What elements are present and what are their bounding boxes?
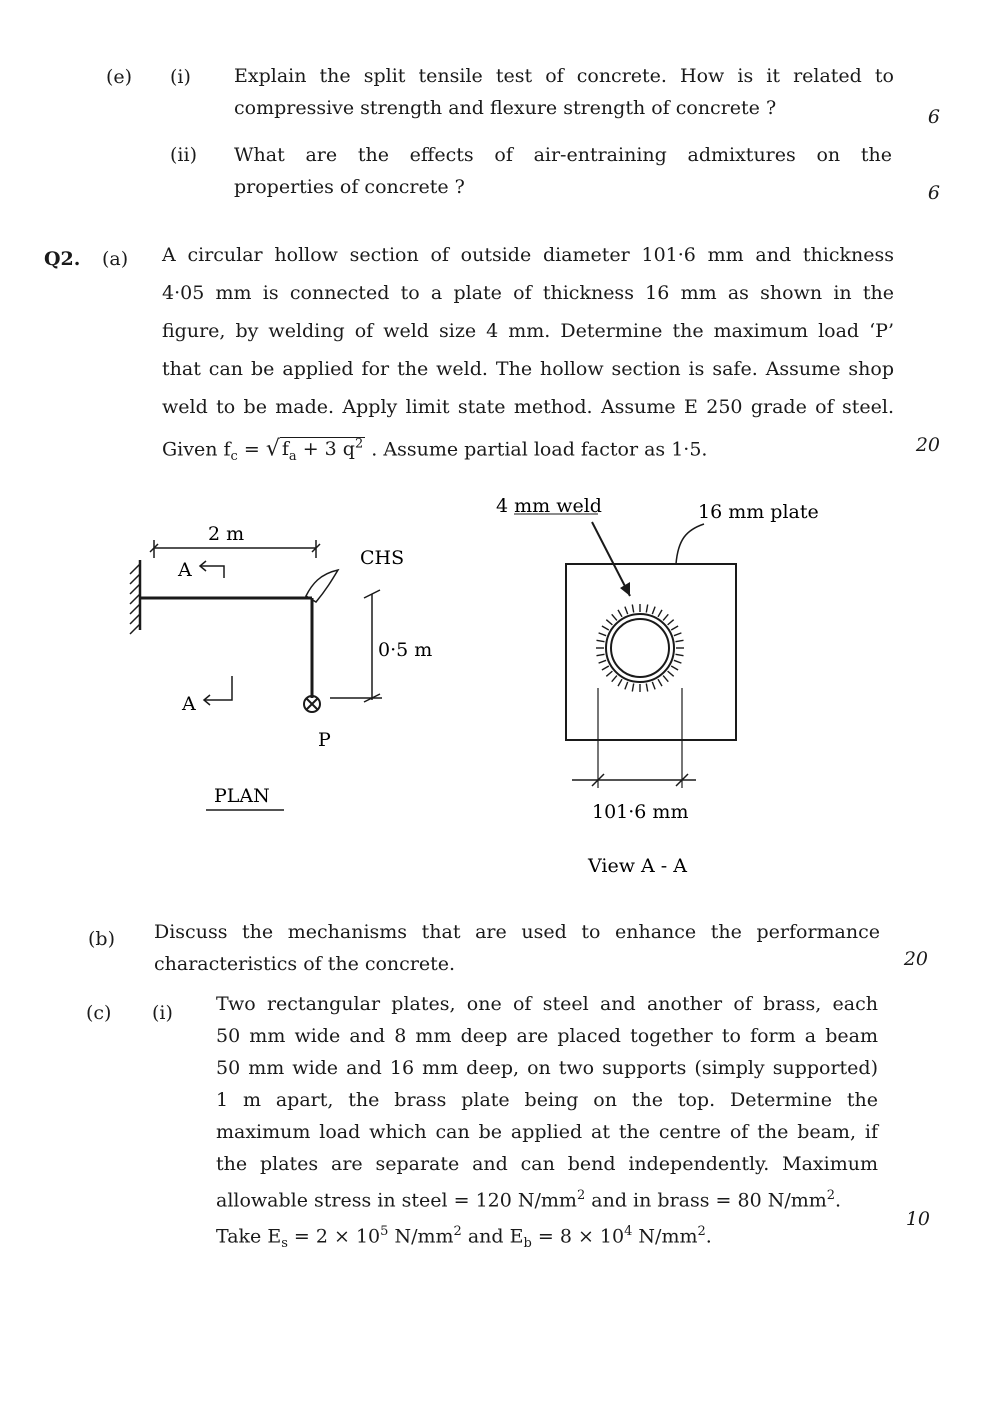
- view-title: View A - A: [588, 855, 687, 877]
- modulus-line: Take $E_s = 2 \times 10^5$ $N/mm^2$ and $E_b = 8 \times 10^4$ $N/mm^2$.: [216, 1224, 712, 1252]
- q2c-i-label: (i): [152, 1002, 173, 1024]
- text-line: weld to be made. Apply limit state method. Assume E 250 grade of steel.: [162, 396, 894, 418]
- text-line: compressive strength and flexure strength of concrete ?: [234, 97, 777, 119]
- q2c-label: (c): [86, 1002, 112, 1024]
- text-line: 50 mm wide and 8 mm deep are placed together to form a beam: [216, 1025, 878, 1047]
- plan-title: PLAN: [214, 785, 270, 807]
- text-line: Two rectangular plates, one of steel and another of brass, each: [216, 993, 878, 1015]
- diameter-label: 101·6 mm: [592, 801, 689, 823]
- text-line: Explain the split tensile test of concrete. How is it related to: [234, 65, 894, 87]
- q2b-label: (b): [88, 928, 115, 950]
- text-line: properties of concrete ?: [234, 176, 465, 198]
- marks: 10: [905, 1208, 930, 1230]
- given-line: Given $f_c$ = √ $f_a + 3$ $q^2$ . Assume partial load factor as 1·5.: [162, 436, 708, 465]
- text-line: characteristics of the concrete.: [154, 953, 456, 975]
- weld-label: 4 mm weld: [496, 495, 602, 517]
- q2c-i-text: [216, 988, 878, 1260]
- text-line: the plates are separate and can bend independently. Maximum: [216, 1153, 878, 1175]
- q2b-text: [154, 916, 880, 980]
- q1e-ii-label: (ii): [170, 144, 197, 166]
- text-line: 50 mm wide and 16 mm deep, on two supports (simply supported): [216, 1057, 878, 1079]
- q1e-label: (e): [106, 66, 133, 88]
- drop-dim-label: 0·5 m: [378, 639, 433, 661]
- q2a-text: [162, 236, 894, 476]
- text-line: 1 m apart, the brass plate being on the top. Determine the: [216, 1089, 878, 1111]
- text-line: A circular hollow section of outside diameter 101·6 mm and thickness: [162, 244, 894, 266]
- section-a-bottom: A: [182, 693, 196, 715]
- radicand: $f_a + 3$ $q^2$: [281, 437, 364, 465]
- text-line: figure, by welding of weld size 4 mm. Determine the maximum load ‘P’: [162, 320, 894, 342]
- weld-ticks: [596, 604, 684, 692]
- load-label: P: [318, 729, 331, 751]
- text-line: that can be applied for the weld. The hollow section is safe. Assume shop: [162, 358, 894, 380]
- view-aa-figure: [480, 488, 860, 888]
- plan-figure: [120, 500, 460, 830]
- plate-rect: [566, 564, 736, 740]
- text-line: maximum load which can be applied at the centre of the beam, if: [216, 1121, 878, 1143]
- marks: 6: [927, 182, 940, 204]
- text-line: 4·05 mm is connected to a plate of thickness 16 mm as shown in the: [162, 282, 894, 304]
- q2a-label: (a): [102, 248, 129, 270]
- plan-dim-label: 2 m: [208, 523, 245, 545]
- question-number: Q2.: [44, 248, 81, 270]
- section-a-top: A: [178, 559, 192, 581]
- text-line: What are the effects of air-entraining admixtures on the: [234, 144, 892, 166]
- stress-line: allowable stress in steel = 120 $N/mm^2$ and in brass = 80 $N/mm^2$.: [216, 1188, 842, 1212]
- plate-leader-icon: [676, 524, 704, 564]
- chs-label: CHS: [360, 547, 405, 569]
- weld-leader: [592, 522, 630, 596]
- chs-outer-circle: [606, 614, 674, 682]
- chs-inner-circle: [611, 619, 669, 677]
- text-line: Discuss the mechanisms that are used to enhance the performance: [154, 921, 880, 943]
- plate-label: 16 mm plate: [698, 501, 819, 523]
- marks: 20: [915, 434, 940, 456]
- q1e-i-label: (i): [170, 66, 191, 88]
- q1e-ii-text: [234, 139, 892, 203]
- wall-hatch: [130, 564, 140, 634]
- sqrt-icon: √: [265, 436, 280, 462]
- section-arrow-icon: [200, 566, 224, 578]
- marks: 20: [903, 948, 928, 970]
- marks: 6: [927, 106, 940, 128]
- q1e-i-text: [234, 60, 894, 124]
